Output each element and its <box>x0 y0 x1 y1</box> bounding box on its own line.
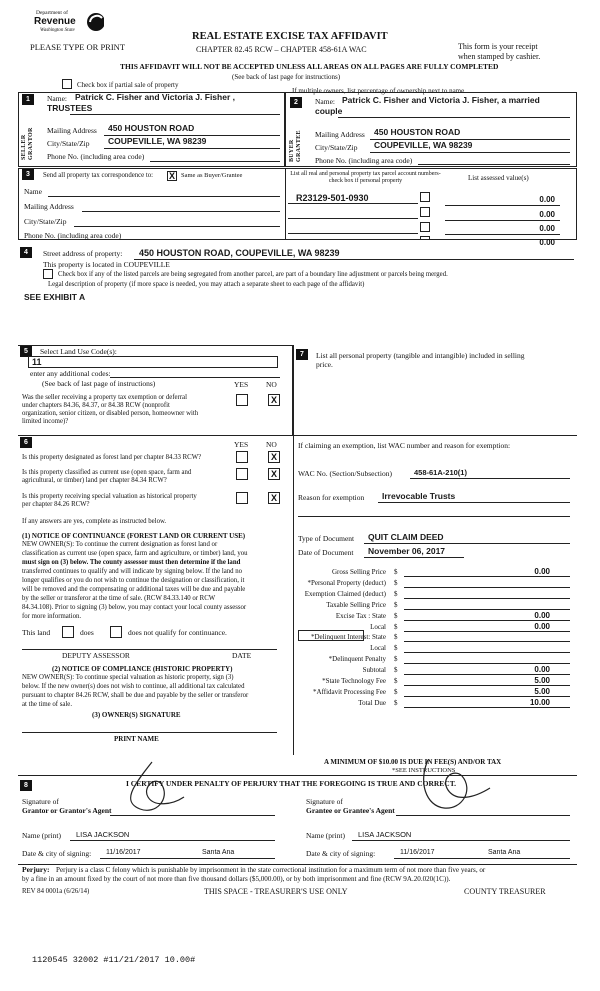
corr-name-label: Name <box>24 187 42 196</box>
fee-dollar-sign: $ <box>394 622 398 631</box>
buyer-name-label: Name: <box>315 97 335 106</box>
s6-yes-header: YES <box>234 440 249 449</box>
buyer-city-value[interactable]: COUPEVILLE, WA 98239 <box>374 140 473 150</box>
seller-side-label: SELLER GRANTOR <box>21 127 34 160</box>
notice-2-body-2: below. If the new owner(s) does not wish to continue, all additional tax calculated <box>22 683 245 690</box>
deputy-assessor-label: DEPUTY ASSESSOR <box>62 651 130 660</box>
fee-label: Excise Tax : State <box>335 611 386 620</box>
buyer-side-label: BUYER GRANTEE <box>289 130 302 162</box>
grantor-date-value[interactable]: 11/16/2017 <box>106 849 141 856</box>
grantee-signature-scribble <box>408 752 498 812</box>
current-use-yes-checkbox[interactable] <box>236 468 248 480</box>
forest-no-checkbox[interactable]: X <box>268 451 280 463</box>
assessed-value-4[interactable]: 0.00 <box>539 238 555 247</box>
buyer-phone-label: Phone No. (including area code) <box>315 156 413 165</box>
fee-label: *Affidavit Processing Fee <box>313 687 386 696</box>
grantor-signature-scribble <box>112 757 192 812</box>
dept-state: Washington State <box>40 28 75 33</box>
fee-label: *Personal Property (deduct) <box>307 578 386 587</box>
exemption-q-line4: limited income)? <box>22 418 69 425</box>
street-address-value[interactable]: 450 HOUSTON ROAD, COUPEVILLE, WA 98239 <box>139 248 340 258</box>
notice-1-body-1: NEW OWNER(S): To continue the current designation as forest land or <box>22 541 218 548</box>
notice-1-body-8: 84.34.108). Prior to signing (3) below, you may contact your local county assessor <box>22 604 247 611</box>
land-use-code-field[interactable] <box>28 356 278 368</box>
segregated-label: Check box if any of the listed parcels are being segregated from another parcel, are part of a boundary line adjustment or parcels being merged. <box>58 271 448 278</box>
buyer-mailing-label: Mailing Address <box>315 130 365 139</box>
grantor-sig-label2: Grantor or Grantor's Agent <box>22 806 112 815</box>
assessed-value-2[interactable]: 0.00 <box>539 210 555 219</box>
seller-name-line1[interactable]: Patrick C. Fisher and Victoria J. Fisher , <box>75 92 235 102</box>
fee-dollar-sign: $ <box>394 611 398 620</box>
historic-no-checkbox[interactable]: X <box>268 492 280 504</box>
current-use-question-1: Is this property classified as current use (open space, farm and <box>22 469 192 476</box>
exemption-claim-label: If claiming an exemption, list WAC number and reason for exemption: <box>298 441 511 450</box>
deputy-date-label: DATE <box>232 651 252 660</box>
historic-question-1: Is this property receiving special valuation as historical property <box>22 493 197 500</box>
notice-2-title: (2) NOTICE OF COMPLIANCE (HISTORIC PROPERTY) <box>52 665 233 673</box>
partial-sale-label: Check box if partial sale of property <box>77 81 179 89</box>
fee-dollar-sign: $ <box>394 568 398 576</box>
fee-value[interactable]: 0.00 <box>534 665 550 675</box>
doc-type-value[interactable]: QUIT CLAIM DEED <box>368 532 444 542</box>
segregated-checkbox[interactable] <box>43 269 53 279</box>
fee-label: Total Due <box>358 698 386 707</box>
land-use-label: Select Land Use Code(s): <box>40 347 117 356</box>
land-does-checkbox[interactable] <box>62 626 74 638</box>
current-use-no-checkbox[interactable]: X <box>268 468 280 480</box>
section-1-number: 1 <box>22 94 34 105</box>
perjury-label: Perjury: <box>22 865 50 874</box>
grantor-date-label: Date & city of signing: <box>22 849 92 858</box>
receipt-stamp: 1120545 32002 #11/21/2017 10.00# <box>32 955 196 965</box>
buyer-name-line2[interactable]: couple <box>315 106 343 116</box>
section-3-number: 3 <box>22 169 34 180</box>
current-use-question-2: agricultural, or timber) land per chapter 84.34 RCW? <box>22 477 167 484</box>
s6-no-header: NO <box>266 440 277 449</box>
grantee-name-label: Name (print) <box>306 831 345 840</box>
land-use-yes-header: YES <box>234 380 249 389</box>
historic-yes-checkbox[interactable] <box>236 492 248 504</box>
fee-value[interactable]: 0.00 <box>534 621 550 631</box>
legal-description-value[interactable]: SEE EXHIBIT A <box>24 292 86 302</box>
section-7-number: 7 <box>296 349 308 360</box>
doc-date-value[interactable]: November 06, 2017 <box>368 546 446 556</box>
grantor-name-label: Name (print) <box>22 831 61 840</box>
fee-label: Local <box>370 622 386 631</box>
fee-value[interactable]: 5.00 <box>534 676 550 685</box>
section-6-number: 6 <box>20 437 32 448</box>
notice-1-body-4: transferred continues to qualify and will indicate by signing below. If the land no <box>22 568 243 575</box>
buyer-mailing-value[interactable]: 450 HOUSTON ROAD <box>374 127 461 137</box>
please-type: PLEASE TYPE OR PRINT <box>30 42 126 52</box>
receipt-line2: when stamped by cashier. <box>458 52 541 61</box>
perjury-text: Perjury is a class C felony which is punishable by imprisonment in the state correctional institution for a maximum term of not more than five years, or <box>56 866 486 874</box>
notice-1-title: (1) NOTICE OF CONTINUANCE (FOREST LAND OR CURRENT USE) <box>22 532 246 540</box>
exemption-reason-label: Reason for exemption <box>298 493 365 502</box>
fee-dollar-sign: $ <box>394 589 398 598</box>
seller-mailing-label: Mailing Address <box>47 126 97 135</box>
doc-date-label: Date of Document <box>298 548 354 557</box>
wac-label: WAC No. (Section/Subsection) <box>298 469 392 478</box>
notice-1-body-9: for more information. <box>22 613 82 620</box>
personal-property-checkbox-2[interactable] <box>420 207 430 217</box>
parcel-number[interactable]: R23129-501-0930 <box>296 193 369 203</box>
grantee-sig-label1: Signature of <box>306 797 343 806</box>
fee-label: *Delinquent Penalty <box>328 655 386 664</box>
fee-dollar-sign: $ <box>394 666 398 675</box>
legal-description-label: Legal description of property (if more space is needed, you may attach a separate sheet to each page of the affidavit) <box>48 281 365 288</box>
section-2-number: 2 <box>290 97 302 108</box>
exemption-yes-checkbox[interactable] <box>236 394 248 406</box>
certify-statement: I CERTIFY UNDER PENALTY OF PERJURY THAT THE FOREGOING IS TRUE AND CORRECT. <box>126 779 457 788</box>
receipt-line1: This form is your receipt <box>458 42 538 51</box>
fee-label: Local <box>370 644 386 653</box>
buyer-city-label: City/State/Zip <box>315 143 358 152</box>
seller-city-label: City/State/Zip <box>47 139 90 148</box>
minimum-due-note: A MINIMUM OF $10.00 IS DUE IN FEE(S) AND/OR TAX <box>324 758 502 766</box>
does-label: does <box>80 628 94 637</box>
treasurer-use-label: THIS SPACE - TREASURER'S USE ONLY <box>204 887 348 896</box>
dept-label: Department of <box>36 10 68 16</box>
notice-2-body-3: pursuant to chapter 84.26 RCW, shall be due and payable by the seller or transferor <box>22 692 249 699</box>
fee-dollar-sign: $ <box>394 655 398 664</box>
fee-dollar-sign: $ <box>394 687 398 696</box>
notice-2-body-4: at the time of sale. <box>22 701 73 708</box>
fee-dollar-sign: $ <box>394 633 398 642</box>
fee-value[interactable]: 0.00 <box>534 567 550 576</box>
page-title: REAL ESTATE EXCISE TAX AFFIDAVIT <box>192 31 388 42</box>
county-treasurer-label: COUNTY TREASURER <box>464 887 546 896</box>
section-8-number: 8 <box>20 780 32 791</box>
fee-label: *State Technology Fee <box>322 677 386 685</box>
parcels-header: List all real and personal property tax parcel account numbers-check box if personal property <box>290 171 441 184</box>
fee-value[interactable]: 10.00 <box>529 697 550 707</box>
exemption-q-line3: organization, senior citizen, or disabled person, homeowner with <box>22 410 199 417</box>
grantee-sig-label2: Grantee or Grantee's Agent <box>306 806 395 815</box>
personal-property-checkbox-4[interactable] <box>420 236 430 240</box>
perjury-text-2: by a fine in an amount fixed by the court of not more than five thousand dollars ($5,000.00), or by both imprisonment and fine (RCW 9A.20.020(1C)). <box>22 875 451 883</box>
grantee-name-value[interactable]: LISA JACKSON <box>358 830 412 839</box>
fee-dollar-sign: $ <box>394 578 398 587</box>
notice-2-body-1: NEW OWNER(S): To continue special valuation as historic property, sign (3) <box>22 674 234 681</box>
notice-1-body-3: must sign on (3) below. The county assessor must then determine if the land <box>22 559 241 566</box>
exemption-reason-value[interactable]: Irrevocable Trusts <box>382 491 456 501</box>
land-use-no-header: NO <box>266 380 277 389</box>
section-5-number: 5 <box>20 346 32 357</box>
exemption-q-line1: Was the seller receiving a property tax exemption or deferral <box>22 394 187 401</box>
fee-dollar-sign: $ <box>394 644 398 653</box>
see-instructions-note: *SEE INSTRUCTIONS <box>392 767 456 774</box>
dept-name: Revenue <box>34 16 76 27</box>
section-4-number: 4 <box>20 247 32 258</box>
warning-line: THIS AFFIDAVIT WILL NOT BE ACCEPTED UNLESS ALL AREAS ON ALL PAGES ARE FULLY COMPLETED <box>120 62 499 71</box>
fee-label: *Delinquent Interest: State <box>310 633 386 642</box>
notice-1-body-6: will be removed and the compensating or additional taxes will be due and payable <box>22 586 246 593</box>
personal-property-checkbox-1[interactable] <box>420 192 430 202</box>
corr-phone-label: Phone No. (including area code) <box>24 231 122 240</box>
notice-1-body-5: longer qualifies or you do not wish to continue the designation or classification, it <box>22 577 245 584</box>
grantor-sig-label1: Signature of <box>22 797 59 806</box>
corr-mailing-label: Mailing Address <box>24 202 74 211</box>
fee-dollar-sign: $ <box>394 600 398 609</box>
grantee-date-label: Date & city of signing: <box>306 849 376 858</box>
fee-label: Exemption Claimed (deduct) <box>304 589 386 598</box>
fee-value[interactable]: 0.00 <box>534 610 550 620</box>
print-name-label: PRINT NAME <box>114 735 159 743</box>
forest-yes-checkbox[interactable] <box>236 451 248 463</box>
owner-signature-label: (3) OWNER(S) SIGNATURE <box>92 711 181 719</box>
see-back-line: (See back of last page for instructions) <box>232 73 341 81</box>
send-correspondence-label: Send all property tax correspondence to: <box>43 172 154 179</box>
seller-phone-label: Phone No. (including area code) <box>47 152 145 161</box>
see-back-instructions: (See back of last page of instructions) <box>42 379 156 388</box>
historic-question-2: per chapter 84.26 RCW? <box>22 501 90 508</box>
does-not-label: does not qualify for continuance. <box>128 628 227 637</box>
grantor-name-value[interactable]: LISA JACKSON <box>76 830 130 839</box>
multiple-owners-note: If multiple owners, list percentage of ownership next to name. <box>292 87 466 95</box>
additional-codes-label: enter any additional codes: <box>30 369 111 378</box>
notice-1-body-2: classification as current use (open space, farm and agriculture, or timber) land, you <box>22 550 248 557</box>
assessed-value-1[interactable]: 0.00 <box>539 195 555 204</box>
fee-label: Subtotal <box>362 666 386 675</box>
assessed-value-3[interactable]: 0.00 <box>539 224 555 233</box>
fee-label: Taxable Selling Price <box>326 600 386 609</box>
if-yes-note: If any answers are yes, complete as instructed below. <box>22 518 167 525</box>
fee-label: Gross Selling Price <box>331 568 386 576</box>
notice-1-body-7: by the seller or transferor at the time of sale. (RCW 84.33.140 or RCW <box>22 595 216 602</box>
grantee-date-value[interactable]: 11/16/2017 <box>400 849 435 856</box>
corr-city-label: City/State/Zip <box>24 217 67 226</box>
land-does-not-checkbox[interactable] <box>110 626 122 638</box>
forest-land-question: Is this property designated as forest land per chapter 84.33 RCW? <box>22 454 202 461</box>
same-as-buyer-checkbox[interactable]: X <box>168 171 175 181</box>
exemption-no-checkbox[interactable]: X <box>268 394 280 406</box>
local-rate-field[interactable] <box>298 630 364 641</box>
seller-city-value[interactable]: COUPEVILLE, WA 98239 <box>108 136 207 146</box>
partial-sale-checkbox[interactable] <box>62 79 72 89</box>
fee-dollar-sign: $ <box>394 677 398 685</box>
buyer-name-line1[interactable]: Patrick C. Fisher and Victoria J. Fisher, a married <box>342 95 540 105</box>
same-as-buyer-label: Same as Buyer/Grantee <box>181 172 243 179</box>
personal-property-label: List all personal property (tangible and intangible) included in selling <box>316 351 525 360</box>
fee-value[interactable]: 5.00 <box>534 686 550 696</box>
grantor-city-value[interactable]: Santa Ana <box>202 849 235 856</box>
personal-property-checkbox-3[interactable] <box>420 222 430 232</box>
wac-value[interactable]: 458-61A-210(1) <box>414 468 467 477</box>
grantee-city-value[interactable]: Santa Ana <box>488 849 521 856</box>
this-land-label: This land <box>22 628 51 637</box>
doc-type-label: Type of Document <box>298 534 355 543</box>
seller-mailing-value[interactable]: 450 HOUSTON ROAD <box>108 123 195 133</box>
chapter-line: CHAPTER 82.45 RCW – CHAPTER 458-61A WAC <box>196 45 367 54</box>
personal-property-label2: price. <box>316 360 333 369</box>
exemption-q-line2: under chapters 84.36, 84.37, or 84.38 RCW (nonprofit <box>22 402 170 409</box>
form-number: REV 84 0001a (6/26/14) <box>22 888 90 895</box>
street-address-label: Street address of property: <box>43 249 123 258</box>
seller-name-line2[interactable]: TRUSTEES <box>47 103 93 113</box>
seller-name-label: Name: <box>47 94 67 103</box>
located-in: This property is located in COUPEVILLE <box>43 260 170 269</box>
assessed-header: List assessed value(s) <box>468 174 529 182</box>
fee-dollar-sign: $ <box>394 698 398 707</box>
land-use-code-value[interactable]: 11 <box>32 357 42 367</box>
